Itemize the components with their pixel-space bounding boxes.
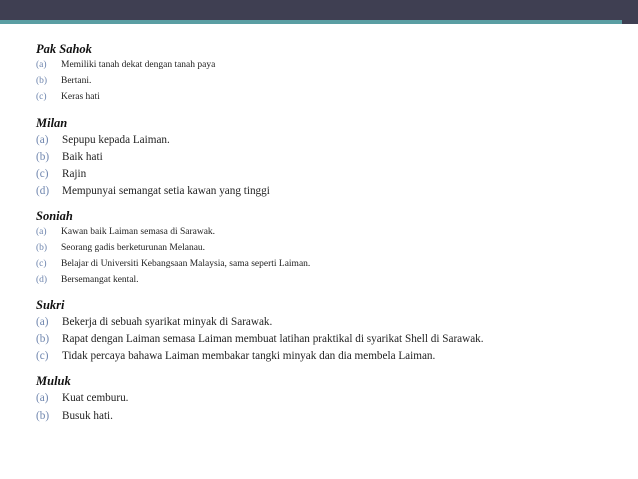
item-label: (d) [36,185,50,198]
item-label: (a) [36,133,49,146]
header-accent-stripe [0,20,638,24]
item-text: Bertani. [61,76,92,86]
list-item [36,77,626,87]
character-name: Milan [36,115,68,130]
list-item [36,186,626,197]
character-name: Sukri [36,297,65,312]
list-item [36,135,626,146]
item-label: (c) [36,167,49,180]
character-section-sukri [36,298,626,363]
item-text: Rapat dengan Laiman semasa Laiman membuat latihan praktikal di syarikat Shell di Sarawak. [62,333,484,346]
list-item [36,93,626,103]
item-text: Baik hati [62,150,103,163]
item-text: Busuk hati. [62,409,113,422]
list-item [36,228,626,238]
item-text: Bekerja di sebuah syarikat minyak di Sarawak. [62,315,273,328]
item-text: Sepupu kepada Laiman. [62,133,170,146]
character-name: Soniah [36,209,73,224]
character-name: Muluk [36,374,71,389]
item-text: Mempunyai semangat setia kawan yang tinggi [62,185,270,198]
item-text: Tidak percaya bahawa Laiman membakar tangki minyak dan dia membela Laiman. [62,350,436,363]
item-label: (a) [36,227,47,238]
character-section-muluk [36,374,626,421]
list-item [36,351,626,362]
item-label: (b) [36,150,50,163]
item-text: Memiliki tanah dekat dengan tanah paya [61,60,216,70]
item-text: Seorang gadis berketurunan Melanau. [61,243,206,254]
character-name: Pak Sahok [36,42,92,56]
item-text: Bersemangat kental. [61,275,139,286]
character-section-milan [36,116,626,198]
item-label: (b) [36,243,48,254]
item-text: Kuat cemburu. [62,392,129,405]
item-label: (a) [36,392,49,405]
item-text: Belajar di Universiti Kebangsaan Malaysia, sama seperti Laiman. [61,259,311,270]
item-label: (a) [36,60,47,70]
item-label: (b) [36,333,50,346]
item-label: (c) [36,259,47,270]
list-item [36,334,626,345]
list-item [36,260,626,270]
item-text: Rajin [62,167,87,180]
list-item [36,317,626,328]
list-item [36,393,626,404]
item-label: (b) [36,76,48,86]
slide-content [36,42,626,428]
list-item [36,152,626,163]
slide-header-bar [0,0,638,20]
item-label: (c) [36,92,47,102]
item-text: Kawan baik Laiman semasa di Sarawak. [61,227,216,238]
item-label: (c) [36,350,49,363]
list-item [36,61,626,71]
item-label: (b) [36,409,50,422]
list-item [36,169,626,180]
list-item [36,244,626,254]
item-label: (d) [36,275,48,286]
list-item [36,411,626,422]
list-item [36,276,626,286]
character-section-soniah [36,209,626,286]
character-section-pak-sahok [36,42,626,103]
item-label: (a) [36,315,49,328]
header-accent-corner [622,20,638,24]
item-text: Keras hati [61,92,100,102]
